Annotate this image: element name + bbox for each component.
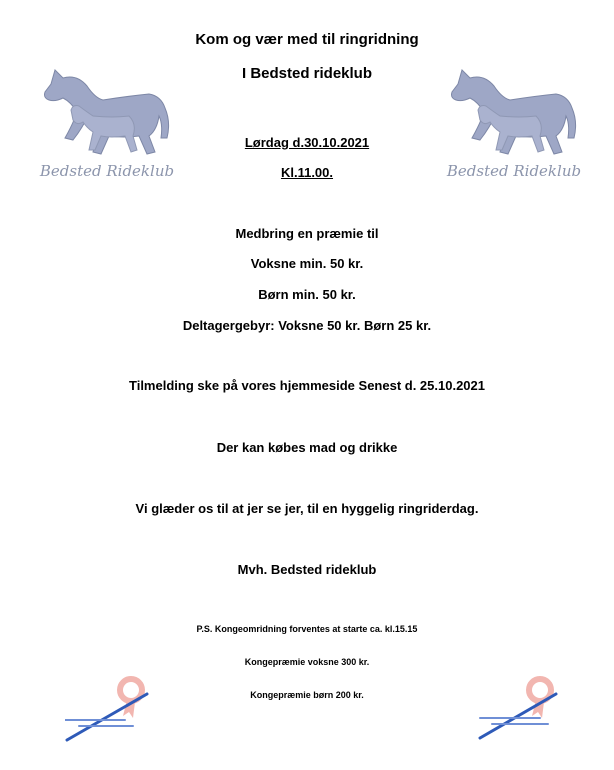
children-min: Børn min. 50 kr. — [258, 287, 356, 302]
ringriding-lance-icon — [65, 672, 160, 752]
bring-prize: Medbring en præmie til — [235, 226, 379, 241]
food-info: Der kan købes mad og drikke — [216, 440, 398, 455]
registration-info: Tilmelding ske på vores hjemmeside Senest d. 25.10.2021 — [129, 378, 485, 393]
logo-text: Bedsted Rideklub — [446, 162, 582, 180]
event-time: Kl.11.00. — [280, 165, 334, 180]
ps-kings-ride: P.S. Kongeomridning forventes at starte ca. kl.15.15 — [196, 624, 418, 634]
event-date: Lørdag d.30.10.2021 — [244, 135, 370, 150]
ps-child-prize: Kongepræmie børn 200 kr. — [250, 690, 364, 700]
ps-adult-prize: Kongepræmie voksne 300 kr. — [244, 657, 370, 667]
ringriding-lance-icon — [478, 672, 573, 752]
page-title: Kom og vær med til ringridning — [195, 31, 419, 48]
welcome-text: Vi glæder os til at jer se jer, til en hyggelig ringriderdag. — [135, 501, 479, 516]
club-name: I Bedsted rideklub — [241, 65, 373, 82]
signoff: Mvh. Bedsted rideklub — [237, 562, 377, 577]
logo-text: Bedsted Rideklub — [39, 162, 175, 180]
participant-fee: Deltagergebyr: Voksne 50 kr. Børn 25 kr. — [182, 318, 432, 333]
adults-min: Voksne min. 50 kr. — [250, 256, 364, 271]
